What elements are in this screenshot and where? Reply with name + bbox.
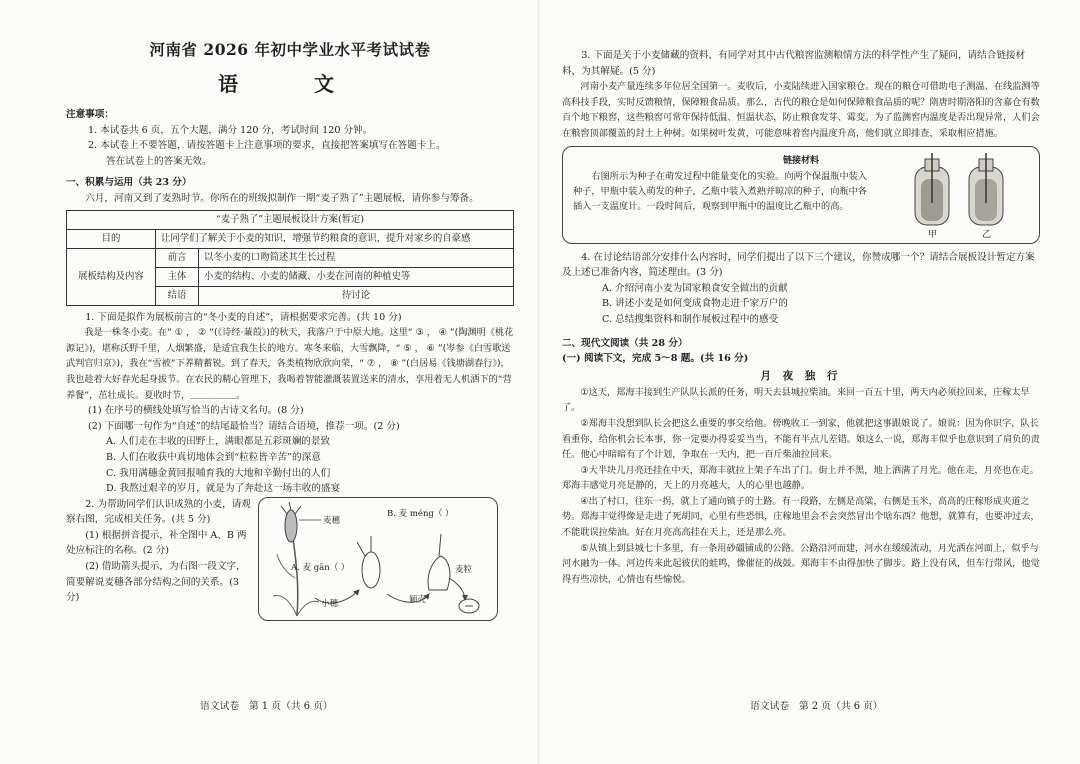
option-item: A. 人们走在丰收的田野上，满眼都是五彩斑斓的景致 (106, 436, 331, 448)
label-husk: 颖壳 (409, 594, 427, 605)
wheat-structure-figure (258, 497, 498, 621)
story-paragraph: ③大半块儿月亮还挂在中天，郑海丰就拉上架子车出了门。街上并不黑，地上洒满了月光。他在走，月亮也在走。郑海丰感觉月亮是静的，天上的月亮越大，人的心里也越静。 (562, 464, 1039, 492)
table-part: 主体 (156, 267, 199, 286)
notice-item: 2. 本试卷上不要答题，请按答题卡上注意事项的要求，直接把答案填写在答题卡上。 (88, 140, 446, 152)
flask-label-yi: 乙 (982, 229, 992, 239)
sub-heading: (一) 阅读下文，完成 5～8 题。(共 16 分) (562, 353, 749, 365)
notice-heading: 注意事项： (66, 109, 114, 120)
question-2-block (66, 497, 514, 609)
exam-page-2 (540, 0, 1080, 764)
question-1-passage: 我是一株冬小麦。在“ ① ， ② ”(《诗经·蒹葭》)的秋天，我落户于中原大地。这里“ ③ ， ④ ”(陶渊明《桃花源记》)，堪称沃野千里，人烟繁盛，是适宜我生长的地方。寒冬来临，大雪飘降，“ ⑤ ， ⑥ ”(岑参《白雪歌送武判官归京》)，我在“雪被”下养精蓄锐。到了春天，各类植物欣欣向荣，“ ⑦ ， ⑧ ”(白居易《钱塘湖春行》)，我也趁着大好春光起身拔节。在农民的精心管理下，我喝着智能灌溉装置送来的清水，享用着无人机洒下的“营养餐”，茁壮成长。夏收时节，＿＿＿＿＿。 (66, 327, 514, 401)
question-2-sub2: (2) 借助箭头提示，为右图一段文字，简要解说麦穗各部分结构之间的关系。(3 分) (66, 561, 246, 604)
section-intro: 六月，河南又到了麦熟时节。你所在的班级拟制作一期“麦子熟了”主题展板，请你参与筹备。 (85, 192, 479, 204)
question-1-sub2: (2) 下面哪一句作为“自述”的结尾最恰当？请结合语境，推荐一项。(2 分) (88, 420, 400, 432)
thermos-flasks-figure (907, 153, 1017, 239)
wheat-illustration (259, 498, 497, 620)
exam-title: 河南省 2026 年初中学业水平考试试卷 (149, 40, 431, 59)
label-grain: 麦粒 (455, 564, 473, 575)
link-material-box (562, 146, 1040, 244)
table-purpose-text: 让同学们了解关于小麦的知识，增强节约粮食的意识，提升对家乡的自豪感 (156, 229, 514, 248)
table-structure-label: 展板结构及内容 (67, 248, 156, 305)
notice-item: 答在试卷上的答案无效。 (106, 155, 212, 167)
label-spikelet: 小穗 (321, 598, 339, 609)
notice-item: 1. 本试卷共 6 页，五个大题，满分 120 分，考试时间 120 分钟。 (88, 124, 373, 136)
label-a: A. 麦 gān（ ） (291, 562, 350, 573)
table-part: 结语 (156, 286, 199, 305)
design-plan-table (66, 210, 514, 306)
story-title: 月 夜 独 行 (760, 369, 842, 382)
option-item: B. 讲述小麦是如何变成食物走进千家万户的 (602, 298, 788, 310)
question-2-stem: 2. 为帮助同学们认识成熟的小麦，请观察右图，完成相关任务。(共 5 分) (66, 498, 251, 526)
option-item: A. 介绍河南小麦为国家粮食安全做出的贡献 (602, 282, 788, 294)
table-part: 前言 (156, 248, 199, 267)
table-purpose-label: 目的 (67, 229, 156, 248)
option-item: C. 我用满穗金黄回报哺育我的大地和辛勤付出的人们 (106, 467, 331, 479)
question-3-stem: 3. 下面是关于小麦储藏的资料，有同学对其中古代粮窖监测粮情方法的科学性产生了疑问，请结合链接材料，为其解疑。(5 分) (562, 50, 1026, 77)
section-heading: 一、积累与运用（共 23 分） (66, 177, 192, 189)
page-footer: 语文试卷 第 1 页（共 6 页） (200, 701, 333, 712)
question-2-sub1: (1) 根据拼音提示，补全图中 A、B 两处应标注的名称。(2 分) (66, 529, 247, 557)
story-paragraph: ②郑海丰没想到队长会把这么重要的事交给他。傍晚收工一到家，他就把这事跟娘说了。娘说：因为你识字，队长看重你，给你机会长本事，你一定要办得妥妥当当，不能有半点儿差错。娘这么一说，郑海丰似乎也意识到了肩负的责任。他心中暗暗有了个计划，争取在一天内，把一百斤柴油拉回来。 (562, 417, 1040, 461)
label-b: B. 麦 méng（ ） (387, 508, 454, 519)
link-material-title: 链接材料 (782, 155, 819, 166)
story-paragraph: ④出了村口，往东一拐，就上了通向镇子的土路。有一段路，左侧是高粱，右侧是玉米，高高的庄稼形成夹道之势。郑海丰觉得像是走进了死胡同，心里有些恐惧，庄稼地里会不会突然冒出个啥东西？他想，就算有，也要冲过去，不能耽误拉柴油。好在月亮高高挂在天上，还是那么亮。 (562, 495, 1040, 539)
question-4-stem: 4. 在讨论结语部分安排什么内容时，同学们提出了以下三个建议，你赞成哪一个？请结合展板设计暂定方案及上述已准备内容，简述理由。(3 分) (562, 251, 1035, 279)
table-caption: “麦子熟了”主题展板设计方案(暂定) (67, 210, 514, 229)
option-item: B. 人们在收获中真切地体会到“粒粒皆辛苦”的深意 (106, 451, 321, 463)
option-item: C. 总结搜集资料和制作展板过程中的感受 (602, 313, 779, 325)
table-content: 以冬小麦的口吻简述其生长过程 (199, 248, 514, 267)
table-content: 待讨论 (199, 286, 514, 305)
story-paragraph: ⑤从镇上到县城七十多里，有一条用砂礓铺成的公路。公路沿河而建，河水在缓缓流动，月光洒在河面上，似乎与河水融为一体。河边传来此起彼伏的蛙鸣，像催征的战鼓。郑海丰不由得加快了脚步。路上没有风，但车行带风，他觉得有些凉快，心情也有些愉悦。 (562, 542, 1040, 585)
option-item: D. 我熬过艰辛的岁月，就是为了奔赴这一场丰收的盛宴 (106, 483, 341, 495)
section-heading: 二、现代文阅读（共 28 分） (562, 337, 688, 349)
table-content: 小麦的结构、小麦的储藏、小麦在河南的种植史等 (199, 267, 514, 286)
page-footer: 语文试卷 第 2 页（共 6 页） (750, 701, 883, 712)
story-paragraph: ①这天，郑海丰接到生产队队长派的任务，明天去县城拉柴油。来回一百五十里，两天内必须拉回来，庄稼太旱了。 (562, 386, 1030, 414)
subject-title: 语 文 (218, 72, 362, 96)
question-1-stem: 1. 下面是拟作为展板前言的“冬小麦的自述”，请根据要求完善。(共 10 分) (85, 311, 402, 323)
label-ear: 麦穗 (323, 515, 341, 526)
link-material-text: 右图所示为种子在萌发过程中能量变化的实验。向两个保温瓶中装入种子，甲瓶中装入萌发的种子，乙瓶中装入煮熟并晾凉的种子，向瓶中各插入一支温度计。一段时间后，观察到甲瓶中的温度比乙瓶中的高。 (573, 170, 868, 212)
flask-label-jia: 甲 (928, 229, 938, 239)
question-1-sub1: (1) 在序号的横线处填写恰当的古诗文名句。(8 分) (88, 405, 304, 417)
question-3-material: 河南小麦产量连续多年位居全国第一。麦收后，小麦陆续进入国家粮仓。现在的粮仓可借助电子测温、在线监测等高科技手段，实时反馈粮情，保障粮食品质。那么，古代的粮仓是如何保障粮食品质的呢？隋唐时期洛阳的含嘉仓有数百个地下粮窖，这些粮窖可常年保持低温、恒温状态，防止粮食发芽、霉变。为了监测窖内温度是否出现异常，人们会在粮窖顶部覆盖的封土上种树。如果树叶发黄，可能意味着窖内温度升高，他们就立即排查，采取相应措施。 (562, 81, 1040, 139)
